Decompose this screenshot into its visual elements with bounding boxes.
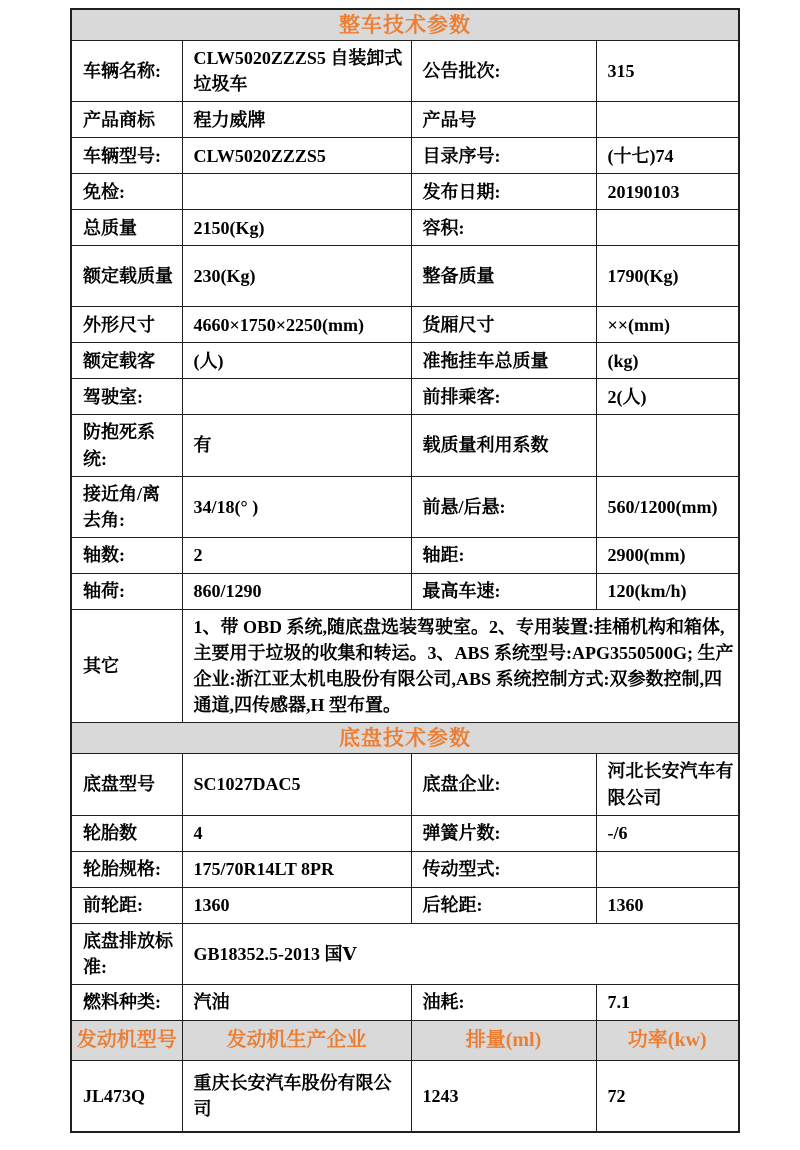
label-approach-departure-angle: 接近角/离去角:: [71, 476, 182, 537]
value-fuel-consumption: 7.1: [596, 984, 739, 1020]
label-front-rear-overhang: 前悬/后悬:: [411, 476, 596, 537]
table-row: [71, 984, 739, 1020]
value-engine-manufacturer: 重庆长安汽车股份有限公司: [182, 1060, 411, 1132]
value-catalog-number: (十七)74: [596, 138, 739, 174]
value-other-notes: 1、带 OBD 系统,随底盘选装驾驶室。2、专用装置:挂桶机构和箱体,主要用于垃圾的收集和转运。3、ABS 系统型号:APG3550500G; 生产企业:浙江亚太机电股份有限公司,ABS 系统控制方式:双参数控制,四通道,四传感器,H 型布置。: [182, 609, 739, 722]
value-tire-spec: 175/70R14LT 8PR: [182, 851, 411, 887]
value-chassis-manufacturer: 河北长安汽车有限公司: [596, 754, 739, 815]
value-max-speed: 120(km/h): [596, 573, 739, 609]
table-row: [71, 476, 739, 537]
engine-col-manufacturer: 发动机生产企业: [182, 1020, 411, 1060]
table-row: [71, 851, 739, 887]
engine-col-model: 发动机型号: [71, 1020, 182, 1060]
label-chassis-model: 底盘型号: [71, 754, 182, 815]
table-row: [71, 537, 739, 573]
label-vehicle-name: 车辆名称:: [71, 41, 182, 102]
label-rated-load-mass: 额定载质量: [71, 246, 182, 307]
table-row: [71, 887, 739, 923]
label-fuel-type: 燃料种类:: [71, 984, 182, 1020]
value-front-track: 1360: [182, 887, 411, 923]
value-transmission-type: [596, 851, 739, 887]
label-cargo-box-dimensions: 货厢尺寸: [411, 307, 596, 343]
value-approach-departure-angle: 34/18(° ): [182, 476, 411, 537]
table-row: [71, 343, 739, 379]
label-vehicle-model: 车辆型号:: [71, 138, 182, 174]
label-other: 其它: [71, 609, 182, 722]
label-wheelbase: 轴距:: [411, 537, 596, 573]
vehicle-section-title: 整车技术参数: [71, 9, 739, 41]
table-row: [71, 379, 739, 415]
engine-col-displacement: 排量(ml): [411, 1020, 596, 1060]
vehicle-section-header: [71, 9, 739, 41]
table-row: [71, 573, 739, 609]
engine-col-power: 功率(kw): [596, 1020, 739, 1060]
value-rated-load-mass: 230(Kg): [182, 246, 411, 307]
label-inspection-exempt: 免检:: [71, 174, 182, 210]
value-abs-system: 有: [182, 415, 411, 476]
table-row-emission: [71, 923, 739, 984]
table-row: [71, 246, 739, 307]
value-tire-count: 4: [182, 815, 411, 851]
label-announcement-batch: 公告批次:: [411, 41, 596, 102]
value-engine-model: JL473Q: [71, 1060, 182, 1132]
value-wheelbase: 2900(mm): [596, 537, 739, 573]
table-row: [71, 138, 739, 174]
label-rear-track: 后轮距:: [411, 887, 596, 923]
label-tire-spec: 轮胎规格:: [71, 851, 182, 887]
label-release-date: 发布日期:: [411, 174, 596, 210]
table-row: [71, 41, 739, 102]
label-volume: 容积:: [411, 210, 596, 246]
value-load-utilization-factor: [596, 415, 739, 476]
label-fuel-consumption: 油耗:: [411, 984, 596, 1020]
label-gross-mass: 总质量: [71, 210, 182, 246]
value-front-rear-overhang: 560/1200(mm): [596, 476, 739, 537]
value-trailer-gross-mass: (kg): [596, 343, 739, 379]
label-abs-system: 防抱死系统:: [71, 415, 182, 476]
table-row: [71, 174, 739, 210]
label-front-row-passengers: 前排乘客:: [411, 379, 596, 415]
value-gross-mass: 2150(Kg): [182, 210, 411, 246]
value-spring-leaf-count: -/6: [596, 815, 739, 851]
label-axle-count: 轴数:: [71, 537, 182, 573]
value-rear-track: 1360: [596, 887, 739, 923]
label-curb-mass: 整备质量: [411, 246, 596, 307]
label-cab: 驾驶室:: [71, 379, 182, 415]
value-cab: [182, 379, 411, 415]
vehicle-spec-table: [70, 8, 740, 1133]
value-axle-load: 860/1290: [182, 573, 411, 609]
value-front-row-passengers: 2(人): [596, 379, 739, 415]
value-rated-passengers: (人): [182, 343, 411, 379]
table-row: [71, 307, 739, 343]
value-inspection-exempt: [182, 174, 411, 210]
value-product-trademark: 程力威牌: [182, 102, 411, 138]
label-max-speed: 最高车速:: [411, 573, 596, 609]
table-row: [71, 815, 739, 851]
chassis-section-header: [71, 723, 739, 754]
value-cargo-box-dimensions: ××(mm): [596, 307, 739, 343]
label-tire-count: 轮胎数: [71, 815, 182, 851]
engine-data-row: [71, 1060, 739, 1132]
table-row: [71, 102, 739, 138]
value-emission-standard: GB18352.5-2013 国Ⅴ: [182, 923, 739, 984]
table-row: [71, 210, 739, 246]
label-trailer-gross-mass: 准拖挂车总质量: [411, 343, 596, 379]
label-axle-load: 轴荷:: [71, 573, 182, 609]
label-chassis-manufacturer: 底盘企业:: [411, 754, 596, 815]
label-load-utilization-factor: 载质量利用系数: [411, 415, 596, 476]
value-volume: [596, 210, 739, 246]
table-row: [71, 754, 739, 815]
value-axle-count: 2: [182, 537, 411, 573]
table-row-other: [71, 609, 739, 722]
label-overall-dimensions: 外形尺寸: [71, 307, 182, 343]
label-rated-passengers: 额定载客: [71, 343, 182, 379]
value-engine-power: 72: [596, 1060, 739, 1132]
label-product-trademark: 产品商标: [71, 102, 182, 138]
value-announcement-batch: 315: [596, 41, 739, 102]
value-product-number: [596, 102, 739, 138]
value-curb-mass: 1790(Kg): [596, 246, 739, 307]
label-product-number: 产品号: [411, 102, 596, 138]
label-emission-standard: 底盘排放标准:: [71, 923, 182, 984]
value-fuel-type: 汽油: [182, 984, 411, 1020]
label-spring-leaf-count: 弹簧片数:: [411, 815, 596, 851]
chassis-section-title: 底盘技术参数: [71, 723, 739, 754]
value-release-date: 20190103: [596, 174, 739, 210]
value-engine-displacement: 1243: [411, 1060, 596, 1132]
value-overall-dimensions: 4660×1750×2250(mm): [182, 307, 411, 343]
value-chassis-model: SC1027DAC5: [182, 754, 411, 815]
value-vehicle-model: CLW5020ZZZS5: [182, 138, 411, 174]
value-vehicle-name: CLW5020ZZZS5 自装卸式垃圾车: [182, 41, 411, 102]
label-front-track: 前轮距:: [71, 887, 182, 923]
label-catalog-number: 目录序号:: [411, 138, 596, 174]
engine-header-row: [71, 1020, 739, 1060]
table-row: [71, 415, 739, 476]
label-transmission-type: 传动型式:: [411, 851, 596, 887]
